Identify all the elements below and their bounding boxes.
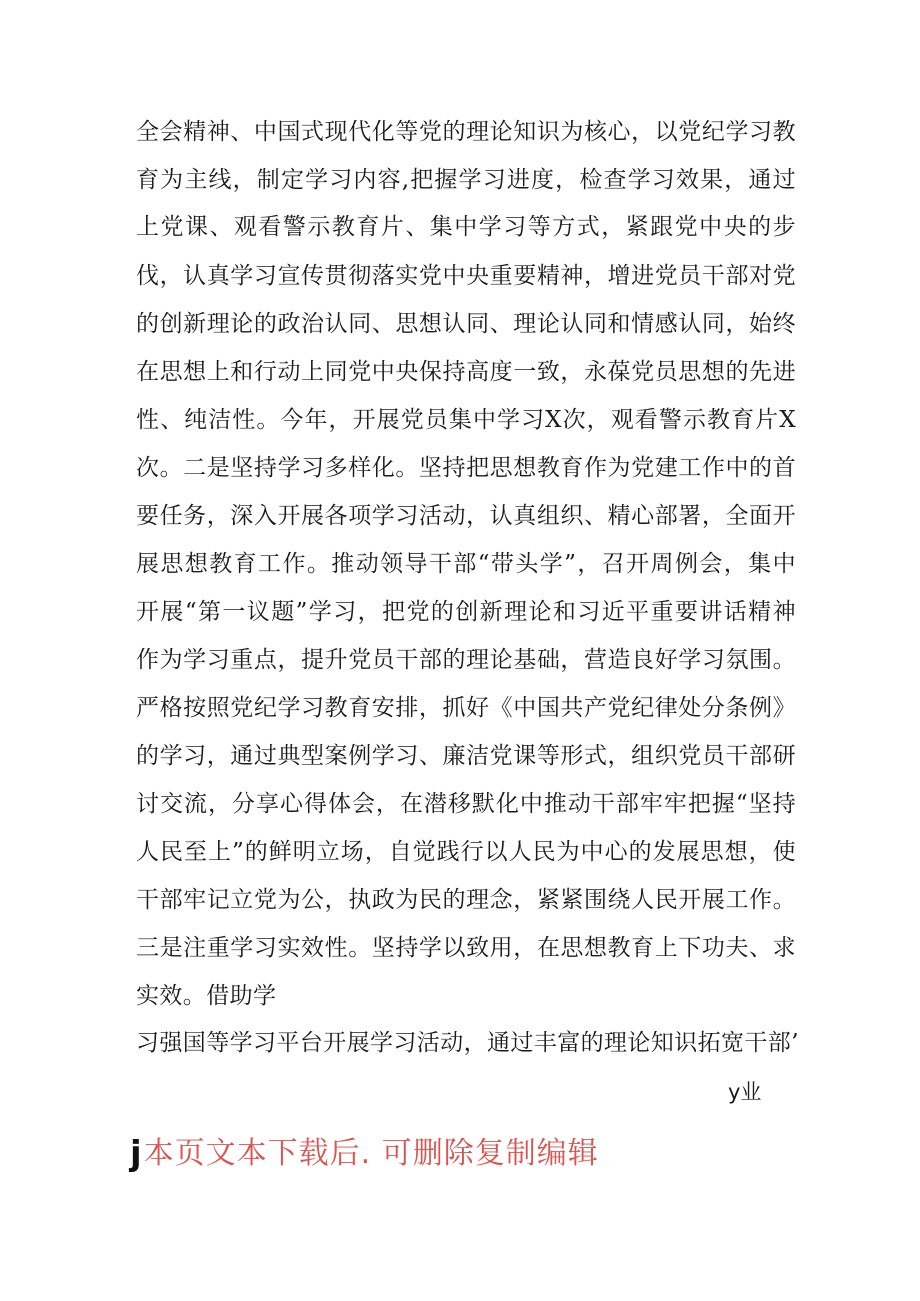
body-line-13: 严格按照党纪学习教育安排，抓好《中国共产党纪律处分条例》: [136, 695, 796, 721]
body-line-5: 的创新理论的政治认同、思想认同、理论认同和情感认同，始终: [136, 311, 796, 337]
body-line-9: 要任务，深入开展各项学习活动，认真组织、精心部署，全面开: [136, 503, 796, 529]
body-line-18: 三是注重学习实效性。坚持学以致用，在思想教育上下功夫、求: [136, 935, 796, 961]
footer-fragment: y业: [728, 1080, 762, 1104]
body-line-17: 干部牢记立党为公，执政为民的理念，紧紧围绕人民开展工作。: [136, 887, 796, 913]
body-line-8: 次。二是坚持学习多样化。坚持把思想教育作为党建工作中的首: [136, 455, 796, 481]
body-line-6: 在思想上和行动上同党中央保持高度一致，永葆党员思想的先进: [136, 359, 796, 385]
banner-mark: j: [130, 1134, 142, 1174]
body-line-2: 育为主线，制定学习内容,把握学习进度，检查学习效果，通过: [136, 167, 796, 193]
body-line-11: 开展“第一议题”学习，把党的创新理论和习近平重要讲话精神: [136, 599, 796, 625]
body-line-3: 上党课、观看警示教育片、集中学习等方式，紧跟党中央的步: [136, 214, 796, 240]
body-line-14: 的学习，通过典型案例学习、廉洁党课等形式，组织党员干部研: [136, 743, 796, 769]
body-line-10: 展思想教育工作。推动领导干部“带头学”，召开周例会，集中: [136, 551, 796, 577]
body-line-20: 习强国等学习平台开展学习活动，通过丰富的理论知识拓宽干部’: [136, 1030, 799, 1056]
body-line-15: 讨交流，分享心得体会，在潜移默化中推动干部牢牢把握“坚持: [136, 791, 796, 817]
body-line-16: 人民至上”的鲜明立场，自觉践行以人民为中心的发展思想，使: [136, 839, 796, 865]
body-line-1: 全会精神、中国式现代化等党的理论知识为核心，以党纪学习教: [136, 119, 796, 145]
download-banner: [130, 1134, 599, 1174]
body-line-19: 实效。借助学: [136, 983, 277, 1009]
body-line-4: 伐，认真学习宣传贯彻落实党中央重要精神，增进党员干部对党: [136, 263, 796, 289]
banner-text: 本页文本下载后. 可删除复制编辑: [143, 1136, 599, 1171]
body-line-7: 性、纯洁性。今年，开展党员集中学习X次，观看警示教育片X: [136, 407, 796, 433]
body-line-12: 作为学习重点，提升党员干部的理论基础，营造良好学习氛围。: [136, 647, 796, 673]
